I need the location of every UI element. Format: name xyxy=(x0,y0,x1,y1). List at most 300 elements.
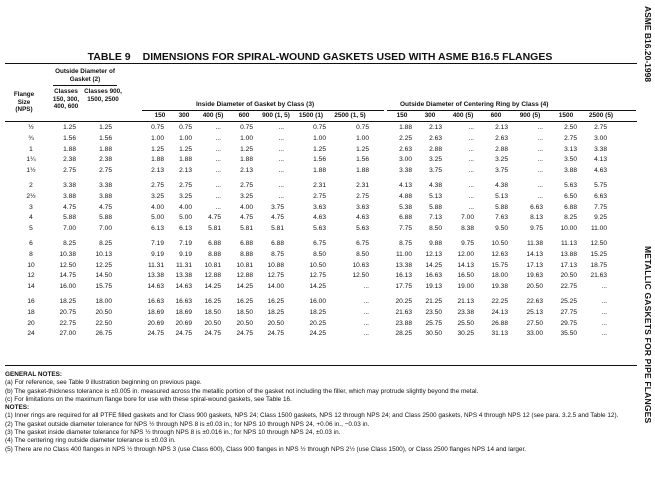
table-cell: 8.13 xyxy=(530,214,543,222)
table-cell: ... xyxy=(601,298,607,305)
table-cell: 2.75 xyxy=(151,182,164,189)
table-cell: 1.25 xyxy=(313,145,326,153)
table-cell: 9.50 xyxy=(495,225,508,233)
table-cell: 12.13 xyxy=(425,250,442,258)
table-cell: 8.25 xyxy=(564,214,577,222)
table-cell: 10.63 xyxy=(352,261,369,269)
table-cell: 17.75 xyxy=(395,283,412,291)
table-cell: ... xyxy=(468,182,474,189)
table-cell: 12.63 xyxy=(491,250,508,258)
table-cell: 10.88 xyxy=(267,261,284,269)
table-cell: 1.25 xyxy=(179,145,192,153)
table-row xyxy=(0,308,640,319)
table-cell: 24.13 xyxy=(491,308,508,316)
table-cell: 2.75 xyxy=(356,192,369,200)
table-cell: ... xyxy=(278,145,284,153)
notes-heading: NOTES: xyxy=(5,404,30,412)
table-cell: 8.50 xyxy=(313,250,326,258)
flange-size-cell: ½ xyxy=(28,124,34,131)
table-cell: 1.00 xyxy=(151,134,164,142)
table-cell: ... xyxy=(468,192,474,200)
class-header-centering-5: 1500 xyxy=(558,112,574,119)
table-cell: 4.00 xyxy=(240,203,253,211)
table-cell: 6.88 xyxy=(208,240,221,247)
table-cell: 15.25 xyxy=(590,250,607,258)
table-cell: 1.00 xyxy=(179,134,192,142)
table-cell: 6.88 xyxy=(399,214,412,222)
table-cell: 4.75 xyxy=(99,203,112,211)
top-rule xyxy=(5,63,637,64)
table-cell: 24.75 xyxy=(236,330,253,338)
table-cell: 10.13 xyxy=(95,250,112,258)
table-cell: ... xyxy=(537,156,543,164)
table-cell: ... xyxy=(537,134,543,142)
table-cell: 20.25 xyxy=(395,298,412,305)
table-cell: 4.38 xyxy=(429,182,442,189)
table-cell: 4.13 xyxy=(399,182,412,189)
table-cell: ... xyxy=(278,156,284,164)
table-cell: 12.75 xyxy=(267,272,284,280)
flange-size-cell: 16 xyxy=(27,298,35,305)
table-cell: ... xyxy=(468,134,474,142)
table-cell: 6.63 xyxy=(530,203,543,211)
table-cell: 20.69 xyxy=(147,319,164,327)
table-cell: 4.75 xyxy=(240,214,253,222)
table-cell: 11.00 xyxy=(395,250,412,258)
class-header-inside-1: 300 xyxy=(178,112,190,119)
table-cell: 20.50 xyxy=(236,319,253,327)
table-cell: 9.19 xyxy=(179,250,192,258)
table-cell: ... xyxy=(537,182,543,189)
table-cell: 16.00 xyxy=(59,283,76,291)
table-cell: 19.63 xyxy=(526,272,543,280)
table-cell: 14.25 xyxy=(425,261,442,269)
table-cell: 6.88 xyxy=(271,240,284,247)
table-cell: 1.56 xyxy=(356,156,369,164)
note-1: (1) Inner rings are required for all PTFE filled gaskets and for Class 900 gaskets, NPS 24; Class 1500 gaskets, NPS 12 through NPS 24; and Class 2500 gaskets, NPS 4 through NPS 12 (see para. 3.2.5 and Table 12). xyxy=(5,412,619,420)
table-cell: 20.25 xyxy=(309,319,326,327)
table-cell: 2.63 xyxy=(399,145,412,153)
table-cell: 5.81 xyxy=(240,225,253,233)
table-cell: 17.13 xyxy=(526,261,543,269)
class-header-centering-6: 2500 (5) xyxy=(588,112,614,119)
table-cell: 2.63 xyxy=(429,134,442,142)
table-row xyxy=(0,319,640,330)
table-cell: 9.75 xyxy=(461,240,474,247)
table-cell: 5.81 xyxy=(271,225,284,233)
class-header-centering-3: 600 xyxy=(490,112,502,119)
table-cell: ... xyxy=(363,330,369,338)
table-cell: 27.00 xyxy=(59,330,76,338)
table-cell: 11.31 xyxy=(147,261,164,269)
table-cell: 16.25 xyxy=(236,298,253,305)
table-cell: 16.63 xyxy=(147,298,164,305)
table-cell: 7.75 xyxy=(399,225,412,233)
table-cell: 8.25 xyxy=(99,240,112,247)
table-cell: 35.50 xyxy=(560,330,577,338)
table-cell: ... xyxy=(278,134,284,142)
table-cell: 26.75 xyxy=(95,330,112,338)
table-cell: 4.63 xyxy=(594,167,607,175)
table-cell: 4.00 xyxy=(151,203,164,211)
flange-size-cell: 8 xyxy=(29,250,33,258)
table-cell: 24.75 xyxy=(147,330,164,338)
table-cell: 1.25 xyxy=(99,124,112,131)
table-cell: 20.50 xyxy=(267,319,284,327)
general-note-b: (b) The gasket-thickness tolerance is ±0.005 in. measured across the metallic portion of the gasket not including the filler, which may protrude slightly beyond the metal. xyxy=(5,387,479,395)
table-cell: 0.75 xyxy=(356,124,369,131)
note-5: (5) There are no Class 400 flanges in NPS ½ through NPS 3 (use Class 600), Class 900 flanges in NPS ½ through NPS 2½ (use Class 1500), or Class 2500 flanges NPS 14 and larger. xyxy=(5,445,526,453)
header-inside-underline xyxy=(142,110,384,111)
table-cell: 7.00 xyxy=(99,225,112,233)
flange-size-cell: 6 xyxy=(29,240,33,247)
table-cell: 19.00 xyxy=(457,283,474,291)
table-cell: 3.25 xyxy=(429,156,442,164)
header-class-150-600: Classes 150, 300, 400, 600 xyxy=(52,88,80,111)
table-cell: 2.13 xyxy=(495,124,508,131)
table-row xyxy=(0,329,640,340)
table-cell: 13.38 xyxy=(395,261,412,269)
table-cell: 4.75 xyxy=(271,214,284,222)
table-cell: 7.19 xyxy=(179,240,192,247)
table-cell: 20.50 xyxy=(526,283,543,291)
class-header-inside-3: 600 xyxy=(238,112,250,119)
note-2: (2) The gasket outside diameter tolerance for NPS ½ through NPS 8 is ±0.03 in.; for NPS 10 through NPS 24, +0.06 in., −0.03 in. xyxy=(5,420,370,428)
flange-size-cell: ¾ xyxy=(28,134,34,142)
table-cell: 5.00 xyxy=(179,214,192,222)
table-cell: ... xyxy=(363,319,369,327)
table-cell: 8.25 xyxy=(63,240,76,247)
table-cell: ... xyxy=(468,145,474,153)
flange-size-cell: 2½ xyxy=(26,192,36,200)
table-cell: 22.63 xyxy=(526,298,543,305)
table-cell: ... xyxy=(601,319,607,327)
table-cell: 8.75 xyxy=(271,250,284,258)
table-cell: 23.38 xyxy=(457,308,474,316)
table-cell: 21.25 xyxy=(425,298,442,305)
table-cell: 12.00 xyxy=(457,250,474,258)
table-cell: 5.88 xyxy=(429,203,442,211)
table-title xyxy=(0,51,640,63)
table-cell: 20.50 xyxy=(95,308,112,316)
flange-size-cell: 1¼ xyxy=(26,156,36,164)
table-cell: 13.88 xyxy=(560,250,577,258)
table-cell: 4.63 xyxy=(313,214,326,222)
flange-size-cell: 18 xyxy=(27,308,35,316)
class-header-centering-4: 900 (5) xyxy=(519,112,541,119)
flange-size-cell: 4 xyxy=(29,214,33,222)
table-row xyxy=(0,297,640,308)
note-4: (4) The centering ring outside diameter tolerance is ±0.03 in. xyxy=(5,437,176,445)
table-cell: 2.13 xyxy=(240,167,253,175)
table-cell: 7.00 xyxy=(63,225,76,233)
table-cell: ... xyxy=(537,192,543,200)
table-cell: 18.50 xyxy=(236,308,253,316)
table-cell: 12.88 xyxy=(204,272,221,280)
table-cell: ... xyxy=(215,156,221,164)
table-cell: 4.88 xyxy=(399,192,412,200)
table-cell: 3.75 xyxy=(271,203,284,211)
table-cell: 2.75 xyxy=(99,167,112,175)
table-row xyxy=(0,250,640,261)
table-cell: 3.88 xyxy=(99,192,112,200)
table-cell: ... xyxy=(468,203,474,211)
table-cell: 15.75 xyxy=(491,261,508,269)
side-section-label: METALLIC GASKETS FOR PIPE FLANGES xyxy=(643,246,653,424)
table-cell: 21.63 xyxy=(590,272,607,280)
table-cell: 1.88 xyxy=(151,156,164,164)
table-cell: 1.88 xyxy=(313,167,326,175)
header-inside-diameter-group: Inside Diameter of Gasket by Class (3) xyxy=(196,101,315,108)
row-group xyxy=(0,297,640,351)
flange-size-cell: 10 xyxy=(27,261,35,269)
table-cell: ... xyxy=(278,192,284,200)
table-cell: 24.75 xyxy=(204,330,221,338)
general-notes-heading: GENERAL NOTES: xyxy=(5,371,63,378)
table-cell: 30.25 xyxy=(457,330,474,338)
table-row xyxy=(0,181,640,192)
table-cell: 25.25 xyxy=(560,298,577,305)
table-cell: 18.00 xyxy=(491,272,508,280)
table-cell: 1.25 xyxy=(356,145,369,153)
header-centering-underline xyxy=(387,110,636,111)
table-cell: 4.00 xyxy=(179,203,192,211)
table-cell: 20.69 xyxy=(175,319,192,327)
table-cell: 10.81 xyxy=(204,261,221,269)
table-cell: ... xyxy=(215,167,221,175)
table-cell: 12.25 xyxy=(95,261,112,269)
table-cell: 4.75 xyxy=(208,214,221,222)
table-cell: 5.38 xyxy=(399,203,412,211)
table-row xyxy=(0,145,640,156)
table-cell: 10.81 xyxy=(236,261,253,269)
table-cell: 10.38 xyxy=(59,250,76,258)
table-cell: 1.88 xyxy=(240,156,253,164)
table-cell: 13.38 xyxy=(147,272,164,280)
table-cell: 1.88 xyxy=(63,145,76,153)
table-cell: 1.00 xyxy=(356,134,369,142)
table-cell: 31.13 xyxy=(491,330,508,338)
table-cell: 27.75 xyxy=(560,308,577,316)
table-cell: 2.13 xyxy=(151,167,164,175)
table-cell: 3.38 xyxy=(594,145,607,153)
table-cell: 16.25 xyxy=(204,298,221,305)
table-cell: 20.50 xyxy=(204,319,221,327)
table-cell: 9.88 xyxy=(429,240,442,247)
table-cell: 19.38 xyxy=(491,283,508,291)
table-row xyxy=(0,134,640,145)
table-cell: 3.50 xyxy=(564,156,577,164)
table-cell: 7.75 xyxy=(594,203,607,211)
table-cell: ... xyxy=(215,203,221,211)
table-label: TABLE 9 xyxy=(87,51,131,63)
table-cell: ... xyxy=(278,182,284,189)
table-cell: 3.75 xyxy=(429,167,442,175)
table-cell: ... xyxy=(468,156,474,164)
table-cell: 8.50 xyxy=(356,250,369,258)
table-cell: 1.88 xyxy=(99,145,112,153)
table-cell: 24.75 xyxy=(175,330,192,338)
table-cell: 22.50 xyxy=(95,319,112,327)
table-cell: 22.25 xyxy=(491,298,508,305)
table-cell: 9.19 xyxy=(151,250,164,258)
table-cell: 3.38 xyxy=(99,182,112,189)
table-cell: ... xyxy=(215,145,221,153)
table-cell: 5.81 xyxy=(208,225,221,233)
table-row xyxy=(0,166,640,177)
table-cell: 18.75 xyxy=(590,261,607,269)
table-cell: 14.25 xyxy=(309,283,326,291)
table-cell: 2.13 xyxy=(179,167,192,175)
table-cell: 20.50 xyxy=(560,272,577,280)
table-cell: 4.38 xyxy=(495,182,508,189)
table-cell: 10.50 xyxy=(491,240,508,247)
table-cell: 11.38 xyxy=(526,240,543,247)
table-cell: ... xyxy=(215,124,221,131)
table-cell: 6.63 xyxy=(594,192,607,200)
table-cell: 14.25 xyxy=(236,283,253,291)
table-cell: ... xyxy=(278,167,284,175)
table-cell: 15.75 xyxy=(95,283,112,291)
table-cell: ... xyxy=(215,192,221,200)
table-cell: 3.25 xyxy=(179,192,192,200)
table-cell: ... xyxy=(537,167,543,175)
table-cell: 2.75 xyxy=(594,124,607,131)
table-cell: 4.75 xyxy=(63,203,76,211)
table-cell: 0.75 xyxy=(151,124,164,131)
table-cell: 5.88 xyxy=(495,203,508,211)
table-cell: 2.88 xyxy=(429,145,442,153)
table-cell: 1.56 xyxy=(99,134,112,142)
table-cell: 17.13 xyxy=(560,261,577,269)
table-cell: 2.75 xyxy=(313,192,326,200)
table-cell: 6.75 xyxy=(313,240,326,247)
class-header-inside-5: 1500 (1) xyxy=(298,112,324,119)
table-cell: 18.25 xyxy=(267,308,284,316)
table-cell: 29.75 xyxy=(560,319,577,327)
table-row xyxy=(0,203,640,214)
table-cell: ... xyxy=(537,124,543,131)
table-cell: 2.63 xyxy=(495,134,508,142)
table-cell: 10.50 xyxy=(309,261,326,269)
table-cell: 1.25 xyxy=(240,145,253,153)
table-cell: ... xyxy=(363,298,369,305)
class-header-centering-0: 150 xyxy=(396,112,408,119)
table-cell: 2.38 xyxy=(63,156,76,164)
table-cell: 23.50 xyxy=(425,308,442,316)
table-cell: 3.25 xyxy=(495,156,508,164)
table-cell: 16.63 xyxy=(425,272,442,280)
table-cell: 5.00 xyxy=(151,214,164,222)
flange-size-cell: 5 xyxy=(29,225,33,233)
table-cell: 24.75 xyxy=(267,330,284,338)
table-cell: 1.88 xyxy=(356,167,369,175)
table-cell: 24.25 xyxy=(309,330,326,338)
table-cell: 0.75 xyxy=(179,124,192,131)
table-cell: 5.88 xyxy=(63,214,76,222)
table-row xyxy=(0,123,640,134)
bottom-rule xyxy=(5,365,637,366)
table-cell: 7.13 xyxy=(429,214,442,222)
class-header-inside-6: 2500 (1, 5) xyxy=(334,112,366,119)
table-cell: 3.88 xyxy=(63,192,76,200)
general-note-c: (c) For limitations on the maximum flange bore for use with these spiral-wound gaskets, see Table 16. xyxy=(5,395,292,403)
table-cell: 0.75 xyxy=(240,124,253,131)
table-cell: 26.88 xyxy=(491,319,508,327)
table-cell: ... xyxy=(468,167,474,175)
table-row xyxy=(0,224,640,235)
table-cell: 5.13 xyxy=(429,192,442,200)
table-cell: 12.50 xyxy=(352,272,369,280)
table-notes xyxy=(5,371,637,454)
table-cell: 3.25 xyxy=(240,192,253,200)
flange-size-cell: 24 xyxy=(27,330,35,338)
table-cell: 5.88 xyxy=(99,214,112,222)
table-cell: 2.31 xyxy=(313,182,326,189)
header-centering-ring-group: Outside Diameter of Centering Ring by Class (4) xyxy=(400,101,549,108)
header-bottom-rule xyxy=(5,121,637,122)
table-cell: 30.50 xyxy=(425,330,442,338)
table-cell: 6.75 xyxy=(356,240,369,247)
flange-size-cell: 1 xyxy=(29,145,33,153)
table-cell: 16.13 xyxy=(395,272,412,280)
table-cell: 5.75 xyxy=(594,182,607,189)
table-cell: 8.38 xyxy=(461,225,474,233)
table-cell: 11.00 xyxy=(590,225,607,233)
table-cell: 1.25 xyxy=(151,145,164,153)
flange-size-cell: 1½ xyxy=(26,167,36,175)
table-body xyxy=(0,123,640,351)
table-cell: 6.13 xyxy=(151,225,164,233)
table-cell: 22.75 xyxy=(560,283,577,291)
header-class-900-2500: Classes 900, 1500, 2500 xyxy=(84,88,122,103)
table-cell: 2.75 xyxy=(179,182,192,189)
table-cell: 1.56 xyxy=(313,156,326,164)
table-cell: 28.25 xyxy=(395,330,412,338)
table-cell: 14.25 xyxy=(204,283,221,291)
general-note-a: (a) For reference, see Table 9 illustration beginning on previous page. xyxy=(5,379,202,387)
table-row xyxy=(0,192,640,203)
table-cell: 3.00 xyxy=(399,156,412,164)
table-cell: 12.88 xyxy=(236,272,253,280)
table-row xyxy=(0,261,640,272)
table-cell: ... xyxy=(601,330,607,338)
table-cell: 3.63 xyxy=(356,203,369,211)
table-cell: 8.88 xyxy=(240,250,253,258)
table-cell: 2.75 xyxy=(63,167,76,175)
table-cell: 9.25 xyxy=(594,214,607,222)
table-cell: 1.25 xyxy=(63,124,76,131)
table-cell: 21.63 xyxy=(395,308,412,316)
table-cell: ... xyxy=(537,145,543,153)
table-cell: 18.69 xyxy=(175,308,192,316)
table-cell: 6.50 xyxy=(564,192,577,200)
table-cell: 14.63 xyxy=(175,283,192,291)
class-header-inside-0: 150 xyxy=(154,112,166,119)
table-row xyxy=(0,155,640,166)
table-cell: 18.00 xyxy=(95,298,112,305)
table-cell: 8.88 xyxy=(208,250,221,258)
table-cell: 6.88 xyxy=(564,203,577,211)
table-cell: 3.38 xyxy=(63,182,76,189)
table-cell: 7.63 xyxy=(495,214,508,222)
table-cell: 3.63 xyxy=(313,203,326,211)
row-group xyxy=(0,181,640,235)
table-cell: 18.69 xyxy=(147,308,164,316)
table-cell: 25.75 xyxy=(425,319,442,327)
table-cell: 1.56 xyxy=(63,134,76,142)
table-cell: 2.13 xyxy=(429,124,442,131)
